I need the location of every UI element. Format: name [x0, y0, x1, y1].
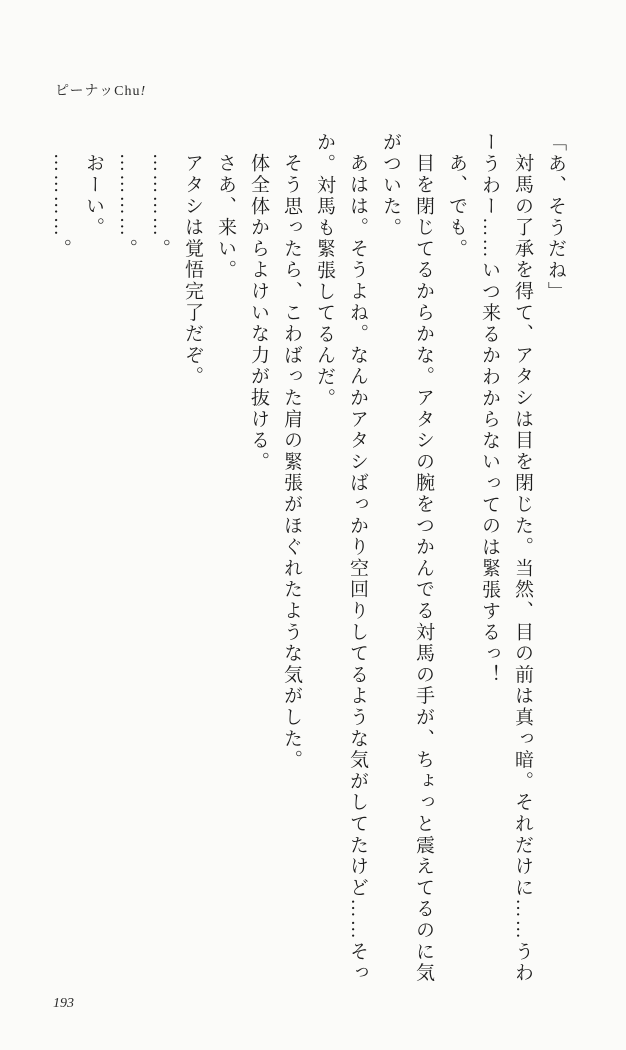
narration-line: おーい。: [83, 153, 104, 239]
narration-line: 体全体からよけいな力が抜ける。: [248, 153, 269, 473]
narration-line: あ、でも。: [446, 153, 467, 260]
narration-line: そう思ったら、こわばった肩の緊張がほぐれたような気がした。: [281, 153, 302, 771]
ellipsis-line: …………。: [149, 153, 170, 260]
ellipsis-line: …………。: [50, 153, 71, 260]
running-header-exclamation: !: [140, 84, 147, 99]
narration-line: 目を閉じてるからかな。アタシの腕をつかんでる対馬の手が、ちょっと震えてるのに気がついた。: [380, 132, 434, 984]
dialogue-line: 「あ、そうだね」: [545, 132, 566, 303]
running-header-title: [55, 80, 146, 100]
narration-line: 対馬の了承を得て、アタシは目を閉じた。当然、目の前は真っ暗。それだけに……うわーうわー……いつ来るかわからないってのは緊張するっ！: [479, 132, 533, 984]
vertical-text-block: [44, 132, 572, 994]
narration-line: さあ、来い。: [215, 153, 236, 281]
narration-line: アタシは覚悟完了だぞ。: [182, 153, 203, 388]
ellipsis-line: …………。: [116, 153, 137, 260]
page-number: 193: [53, 996, 74, 1011]
running-header-text: ピーナッChu: [55, 84, 141, 99]
narration-line: あはは。そうよね。なんかアタシばっかり空回りしてるような気がしてたけど……そっか。対馬も緊張してるんだ。: [314, 132, 368, 984]
